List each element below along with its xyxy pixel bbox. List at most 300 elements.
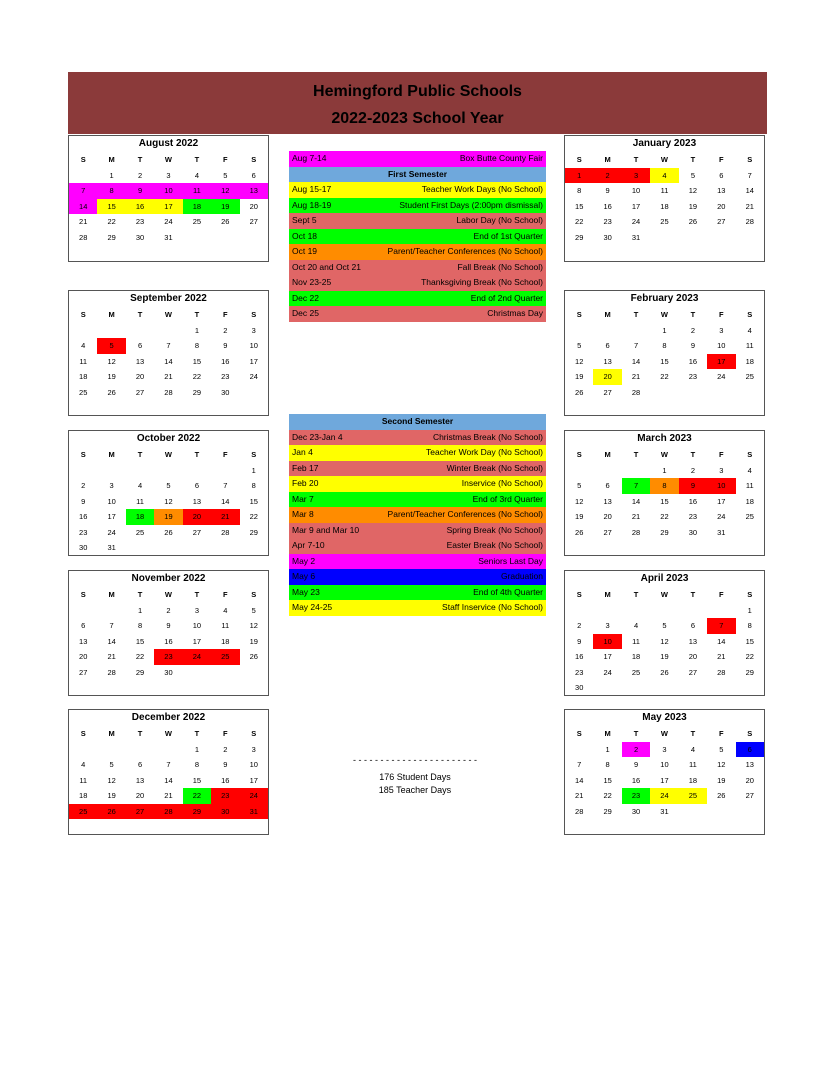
event-row — [289, 554, 546, 570]
event-description: End of 1st Quarter — [473, 230, 543, 241]
day-cell: 16 — [603, 201, 612, 211]
day-cell: 19 — [154, 509, 182, 525]
day-cell: 9 — [633, 760, 639, 769]
weekday-label: F — [223, 155, 228, 164]
day-cell: 21 — [575, 791, 584, 800]
day-cell: 12 — [164, 496, 173, 506]
day-cell: 23 — [622, 788, 650, 804]
day-cell: 21 — [631, 512, 641, 521]
empty-cell — [154, 323, 182, 339]
week-row — [565, 183, 764, 199]
day-cell: 29 — [183, 804, 211, 820]
day-cell: 1 — [251, 465, 256, 475]
day-cell: 30 — [575, 683, 584, 692]
day-cell: 10 — [154, 183, 182, 199]
week-row — [69, 742, 268, 758]
event-row — [289, 275, 546, 291]
weekday-label: S — [251, 590, 257, 599]
day-cell: 26 — [221, 217, 230, 226]
day-cell: 9 — [223, 341, 228, 350]
day-cell: 8 — [605, 760, 610, 769]
weekday-label: T — [194, 590, 200, 599]
day-cell: 24 — [249, 372, 258, 381]
month-calendar — [564, 570, 765, 696]
student-days: 176 Student Days — [379, 772, 451, 782]
week-row — [69, 168, 268, 184]
week-row — [69, 509, 268, 525]
event-date: Dec 22 — [292, 292, 319, 303]
day-cell: 1 — [194, 744, 199, 754]
day-cell: 9 — [81, 496, 86, 506]
empty-cell — [211, 540, 239, 556]
day-cell: 20 — [183, 509, 211, 525]
event-row — [289, 430, 546, 446]
day-cell: 12 — [249, 621, 258, 630]
empty-cell — [240, 385, 268, 401]
week-row — [565, 338, 764, 354]
semester-title: First Semester — [289, 167, 546, 183]
day-cell: 2 — [690, 325, 695, 335]
day-cell: 3 — [605, 621, 610, 630]
day-cell: 29 — [575, 232, 584, 242]
day-cell: 18 — [631, 652, 641, 661]
event-date: Sept 5 — [292, 215, 317, 225]
day-cell: 14 — [631, 356, 641, 366]
event-date: Dec 23-Jan 4 — [292, 431, 343, 442]
day-cell: 18 — [183, 199, 211, 215]
event-row — [289, 198, 546, 214]
empty-cell — [679, 680, 707, 696]
event-row — [289, 229, 546, 245]
day-cell: 22 — [192, 372, 202, 381]
day-cell: 1 — [747, 605, 752, 615]
week-row — [69, 199, 268, 215]
day-cell: 7 — [707, 618, 735, 634]
empty-cell — [707, 603, 735, 619]
day-totals — [330, 755, 500, 795]
day-cell: 25 — [192, 217, 202, 226]
day-cell: 14 — [745, 186, 754, 195]
weekday-label: F — [719, 310, 724, 319]
day-cell: 6 — [137, 760, 143, 769]
weekday-label: M — [108, 590, 115, 599]
empty-cell — [69, 463, 97, 479]
day-cell: 20 — [135, 372, 145, 381]
day-cell: 11 — [745, 341, 754, 350]
day-cell: 15 — [135, 636, 145, 646]
empty-cell — [126, 323, 154, 339]
day-cell: 28 — [717, 667, 726, 677]
day-cell: 3 — [194, 605, 199, 615]
day-cell: 1 — [662, 465, 667, 475]
weekday-label: T — [633, 450, 639, 459]
day-cell: 11 — [136, 496, 144, 506]
day-cell: 17 — [660, 775, 669, 785]
week-row — [565, 494, 764, 510]
weekday-label: S — [80, 729, 86, 738]
day-cell: 19 — [211, 199, 239, 215]
event-row — [289, 461, 546, 477]
empty-cell — [154, 540, 182, 556]
weekday-label: S — [80, 310, 86, 319]
weekday-label: T — [690, 450, 696, 459]
event-description: Winter Break (No School) — [446, 462, 543, 473]
day-cell: 18 — [221, 636, 230, 646]
empty-cell — [211, 463, 239, 479]
first-semester-events — [289, 151, 546, 322]
weekday-label: S — [747, 155, 753, 164]
day-cell: 26 — [688, 217, 698, 226]
empty-cell — [622, 323, 650, 339]
event-description: Spring Break (No School) — [446, 524, 543, 535]
week-row — [69, 338, 268, 354]
event-date: Aug 18-19 — [292, 199, 332, 210]
day-cell: 19 — [107, 791, 116, 800]
day-cell: 13 — [240, 183, 268, 199]
week-row — [69, 540, 268, 556]
day-cell: 20 — [135, 791, 145, 800]
day-cell: 29 — [603, 806, 612, 816]
day-cell: 28 — [107, 667, 116, 677]
event-description: End of 2nd Quarter — [470, 292, 543, 303]
week-row — [69, 618, 268, 634]
day-cell: 16 — [575, 652, 584, 661]
day-cell: 18 — [79, 791, 88, 800]
day-cell: 16 — [688, 496, 698, 506]
day-cell: 5 — [166, 481, 171, 490]
empty-cell — [622, 603, 650, 619]
event-date: Apr 7-10 — [292, 540, 325, 550]
weekday-label: M — [108, 450, 115, 459]
day-cell: 24 — [631, 217, 641, 226]
weekday-label: S — [576, 729, 582, 738]
day-cell: 6 — [690, 621, 695, 630]
day-cell: 21 — [107, 652, 116, 661]
day-cell: 10 — [631, 186, 641, 195]
day-cell: 8 — [650, 478, 678, 494]
day-cell: 12 — [660, 636, 669, 646]
day-cell: 31 — [164, 232, 173, 242]
week-row — [565, 525, 764, 541]
day-cell: 10 — [717, 341, 726, 350]
day-cell: 16 — [164, 636, 173, 646]
month-title: September 2022 — [130, 293, 207, 304]
event-row — [289, 213, 546, 229]
empty-cell — [679, 804, 707, 820]
week-row — [69, 183, 268, 199]
day-cell: 25 — [135, 527, 145, 537]
event-row — [289, 523, 546, 539]
event-date: Aug 15-17 — [292, 184, 332, 194]
week-row — [69, 757, 268, 773]
day-cell: 27 — [249, 217, 258, 226]
dash-separator: - - - - - - - - - - - - - - - - - - - - - - - — [353, 755, 477, 765]
day-cell: 19 — [688, 201, 698, 211]
month-calendar — [564, 290, 765, 416]
day-cell: 8 — [137, 621, 143, 630]
weekday-label: S — [576, 450, 582, 459]
day-cell: 11 — [183, 183, 211, 199]
day-cell: 10 — [707, 478, 735, 494]
day-cell: 25 — [660, 217, 669, 226]
day-cell: 5 — [97, 338, 125, 354]
week-row — [69, 649, 268, 665]
month-title: May 2023 — [642, 712, 687, 723]
day-cell: 31 — [631, 232, 641, 242]
month-calendar — [564, 709, 765, 835]
week-row — [69, 323, 268, 339]
day-cell: 30 — [688, 527, 698, 537]
week-row — [565, 742, 764, 758]
event-description: Inservice (No School) — [461, 478, 543, 488]
day-cell: 7 — [166, 341, 171, 350]
week-row — [565, 214, 764, 230]
day-cell: 21 — [631, 372, 641, 381]
weekday-label: W — [164, 450, 173, 459]
day-cell: 6 — [194, 481, 199, 490]
week-row — [69, 214, 268, 230]
day-cell: 19 — [575, 512, 584, 521]
event-date: Feb 20 — [292, 478, 319, 488]
day-cell: 15 — [192, 775, 202, 785]
weekday-label: T — [690, 155, 696, 164]
day-cell: 9 — [690, 341, 695, 350]
day-cell: 24 — [183, 649, 211, 665]
day-cell: 20 — [603, 512, 612, 521]
day-cell: 14 — [164, 775, 173, 785]
month-calendar — [68, 570, 269, 696]
empty-cell — [736, 230, 764, 246]
day-cell: 10 — [660, 760, 669, 769]
day-cell: 17 — [603, 652, 612, 661]
weekday-label: T — [194, 729, 200, 738]
empty-cell — [736, 525, 764, 541]
event-date: Jan 4 — [292, 447, 313, 457]
event-description: End of 4th Quarter — [473, 586, 543, 597]
day-cell: 20 — [688, 652, 698, 661]
day-cell: 19 — [249, 636, 258, 646]
week-row — [69, 788, 268, 804]
week-row — [69, 525, 268, 541]
empty-cell — [593, 680, 621, 696]
event-description: Seniors Last Day — [478, 555, 543, 566]
weekday-label: T — [137, 155, 143, 164]
empty-cell — [183, 230, 211, 246]
empty-cell — [593, 323, 621, 339]
day-cell: 14 — [164, 356, 173, 366]
day-cell: 24 — [240, 788, 268, 804]
day-cell: 13 — [135, 775, 145, 785]
day-cell: 15 — [603, 775, 612, 785]
weekday-label: S — [80, 590, 86, 599]
week-row — [565, 168, 764, 184]
event-date: Mar 8 — [292, 509, 314, 519]
day-cell: 2 — [622, 742, 650, 758]
event-description: Easter Break (No School) — [446, 540, 543, 550]
day-cell: 29 — [192, 387, 202, 397]
empty-cell — [211, 230, 239, 246]
day-cell: 12 — [211, 183, 239, 199]
week-row — [69, 773, 268, 789]
day-cell: 30 — [164, 667, 173, 677]
week-row — [565, 618, 764, 634]
empty-cell — [679, 230, 707, 246]
day-cell: 30 — [211, 804, 239, 820]
event-description: End of 3rd Quarter — [472, 493, 543, 504]
empty-cell — [593, 603, 621, 619]
day-cell: 26 — [660, 667, 669, 677]
day-cell: 3 — [166, 170, 171, 180]
school-year: 2022-2023 School Year — [331, 110, 504, 127]
day-cell: 8 — [662, 341, 667, 350]
day-cell: 9 — [126, 183, 154, 199]
day-cell: 17 — [249, 775, 258, 785]
day-cell: 21 — [164, 791, 173, 800]
weekday-label: T — [633, 729, 639, 738]
weekday-label: S — [747, 450, 753, 459]
day-cell: 11 — [689, 760, 697, 769]
event-date: May 23 — [292, 586, 320, 597]
weekday-label: F — [719, 729, 724, 738]
day-cell: 5 — [577, 481, 582, 490]
day-cell: 22 — [745, 652, 754, 661]
day-cell: 25 — [69, 804, 97, 820]
day-cell: 22 — [660, 512, 669, 521]
month-calendar — [564, 430, 765, 556]
month-title: October 2022 — [136, 433, 201, 444]
week-row — [565, 788, 764, 804]
day-cell: 1 — [605, 744, 610, 754]
event-description: Student First Days (2:00pm dismissal) — [399, 199, 543, 210]
week-row — [69, 478, 268, 494]
weekday-label: F — [719, 155, 724, 164]
day-cell: 8 — [97, 183, 125, 199]
month-calendar — [564, 135, 765, 262]
weekday-label: S — [747, 590, 753, 599]
weekday-header — [69, 726, 268, 742]
day-cell: 23 — [575, 667, 584, 677]
weekday-label: S — [576, 590, 582, 599]
day-cell: 31 — [717, 527, 726, 537]
day-cell: 5 — [690, 170, 695, 180]
day-cell: 28 — [631, 387, 641, 397]
day-cell: 15 — [745, 636, 754, 646]
month-title: August 2022 — [138, 138, 199, 149]
day-cell: 18 — [79, 372, 88, 381]
day-cell: 7 — [69, 183, 97, 199]
day-cell: 9 — [679, 478, 707, 494]
weekday-label: S — [747, 310, 753, 319]
day-cell: 12 — [107, 775, 116, 785]
month-calendar — [68, 135, 269, 262]
weekday-header — [69, 307, 268, 323]
empty-cell — [650, 603, 678, 619]
event-row — [289, 260, 546, 276]
day-cell: 8 — [747, 621, 752, 630]
day-cell: 7 — [633, 341, 639, 350]
weekday-label: S — [80, 155, 86, 164]
day-cell: 16 — [126, 199, 154, 215]
weekday-label: F — [223, 590, 228, 599]
empty-cell — [593, 463, 621, 479]
day-cell: 14 — [631, 496, 641, 506]
event-description: Box Butte County Fair — [459, 153, 543, 163]
day-cell: 4 — [690, 744, 695, 754]
weekday-label: S — [251, 729, 257, 738]
weekday-label: T — [690, 590, 696, 599]
week-row — [565, 509, 764, 525]
empty-cell — [126, 742, 154, 758]
event-description: Parent/Teacher Conferences (No School) — [387, 246, 543, 256]
day-cell: 15 — [97, 199, 125, 215]
month-title: March 2023 — [637, 433, 692, 444]
teacher-days: 185 Teacher Days — [378, 785, 452, 795]
weekday-label: S — [251, 310, 257, 319]
weekday-label: M — [604, 155, 611, 164]
empty-cell — [69, 742, 97, 758]
week-row — [565, 478, 764, 494]
week-row — [69, 494, 268, 510]
day-cell: 13 — [135, 356, 145, 366]
week-row — [565, 199, 764, 215]
day-cell: 19 — [660, 652, 669, 661]
day-cell: 3 — [622, 168, 650, 184]
empty-cell — [736, 804, 764, 820]
day-cell: 6 — [736, 742, 764, 758]
day-cell: 2 — [690, 465, 695, 475]
event-date: May 6 — [292, 571, 316, 581]
empty-cell — [126, 463, 154, 479]
weekday-label: T — [690, 310, 696, 319]
day-cell: 3 — [719, 325, 724, 335]
empty-cell — [707, 230, 735, 246]
empty-cell — [183, 540, 211, 556]
event-row — [289, 244, 546, 260]
day-cell: 10 — [249, 341, 258, 350]
day-cell: 23 — [688, 512, 698, 521]
day-cell: 30 — [135, 232, 145, 242]
weekday-label: W — [660, 729, 669, 738]
event-row — [289, 306, 546, 322]
second-semester-events — [289, 414, 546, 616]
day-cell: 23 — [154, 649, 182, 665]
empty-cell — [679, 385, 707, 401]
empty-cell — [69, 603, 97, 619]
weekday-label: W — [660, 310, 669, 319]
day-cell: 20 — [593, 369, 621, 385]
day-cell: 28 — [745, 217, 754, 226]
empty-cell — [565, 603, 593, 619]
month-title: January 2023 — [632, 138, 697, 149]
weekday-label: W — [164, 729, 173, 738]
day-cell: 13 — [603, 356, 612, 366]
weekday-label: T — [633, 310, 639, 319]
weekday-label: M — [108, 310, 115, 319]
day-cell: 19 — [107, 372, 116, 381]
day-cell: 25 — [631, 667, 641, 677]
day-cell: 10 — [593, 634, 621, 650]
day-cell: 12 — [717, 760, 726, 769]
weekday-label: W — [164, 310, 173, 319]
day-cell: 1 — [109, 170, 114, 180]
weekday-label: F — [719, 590, 724, 599]
day-cell: 5 — [223, 170, 228, 180]
day-cell: 27 — [135, 387, 145, 397]
week-row — [69, 369, 268, 385]
day-cell: 6 — [137, 341, 143, 350]
event-row — [289, 538, 546, 554]
empty-cell — [707, 385, 735, 401]
